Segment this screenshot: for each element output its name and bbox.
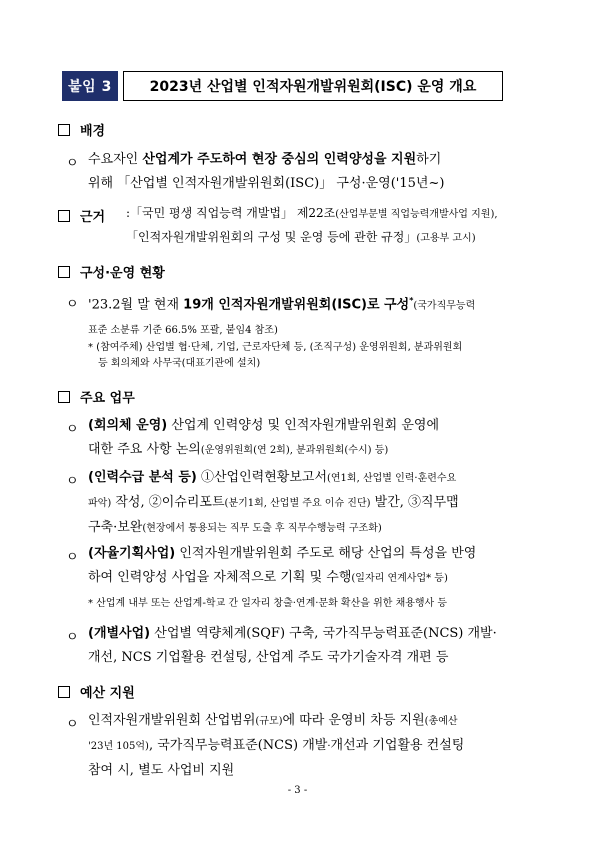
checkbox-square-icon bbox=[58, 391, 70, 403]
task-individual: (개별사업) 산업별 역량체계(SQF) 구축, 국가직무능력표준(NCS) 개발· 개선, NCS 기업활용 컨설팅, 산업계 주도 국가기술자격 개편 등 bbox=[88, 626, 497, 665]
section-heading: 예산 지원 bbox=[80, 686, 135, 701]
bullet-icon: ㅇ bbox=[66, 630, 79, 645]
page-title: 2023년 산업별 인적자원개발위원회(ISC) 운영 개요 bbox=[123, 71, 503, 101]
bullet-icon: ㅇ bbox=[66, 297, 79, 312]
section-heading: 주요 업무 bbox=[80, 391, 135, 406]
checkbox-square-icon bbox=[58, 210, 70, 222]
checkbox-square-icon bbox=[58, 686, 70, 698]
section-budget bbox=[58, 682, 135, 701]
section-heading: 근거 bbox=[80, 210, 106, 225]
task-self-planned: (자율기획사업) 인적자원개발위원회 주도로 해당 산업의 특성을 반영 하여 인력양성 사업을 자체적으로 기획 및 수행(일자리 연계사업* 등) bbox=[88, 546, 477, 585]
checkbox-square-icon bbox=[58, 124, 70, 136]
section-heading: 배경 bbox=[80, 124, 106, 139]
bullet-icon: ㅇ bbox=[66, 550, 79, 565]
section-status bbox=[58, 262, 165, 281]
task-note: * 산업계 내부 또는 산업계-학교 간 일자리 창출·연계·문화 확산을 위한 채용행사 등 bbox=[88, 598, 448, 609]
section-basis bbox=[58, 206, 105, 225]
page-number: - 3 - bbox=[287, 785, 308, 796]
attachment-badge: 붙임 3 bbox=[62, 71, 118, 101]
section-background bbox=[58, 120, 105, 139]
task-supply-analysis: (인력수급 분석 등) ①산업인력현황보고서(연1회, 산업별 인력·훈련수요 파악) 작성, ②이슈리포트(분기1회, 산업별 주요 이슈 진단) 발간, ③직무맵 구축·보완(현장에서 통용되는 직무 도출 후 직무수행능력 구조화) bbox=[88, 470, 459, 535]
background-paragraph: 수요자인 산업계가 주도하여 현장 중심의 인력양성을 지원하기 위해 「산업별 인적자원개발위원회(ISC)」 구성·운영('15년~) bbox=[88, 152, 445, 191]
checkbox-square-icon bbox=[58, 266, 70, 278]
bullet-icon: ㅇ bbox=[66, 474, 79, 489]
bullet-icon: ㅇ bbox=[66, 717, 79, 732]
budget-paragraph: 인적자원개발위원회 산업범위(규모)에 따라 운영비 차등 지원(총예산 '23년 105억), 국가직무능력표준(NCS) 개발·개선과 기업활용 컨설팅 참여 시, 별도 사업비 지원 bbox=[88, 713, 465, 778]
task-meeting: (회의체 운영) 산업계 인력양성 및 인적자원개발위원회 운영에 대한 주요 사항 논의(운영위원회(연 2회), 분과위원회(수시) 등) bbox=[88, 418, 440, 457]
basis-text: :「국민 평생 직업능력 개발법」 제22조(산업부문별 직업능력개발사업 지원), 「인적자원개발위원회의 구성 및 운영 등에 관한 규정」(고용부 고시) bbox=[126, 206, 498, 244]
section-heading: 구성·운영 현황 bbox=[80, 266, 165, 281]
title-bar bbox=[62, 71, 503, 101]
bullet-icon: ㅇ bbox=[66, 422, 79, 437]
status-note: * (참여주체) 산업별 협·단체, 기업, 근로자단체 등, (조직구성) 운영위원회, 분과위원회 등 회의체와 사무국(대표기관에 설치) bbox=[88, 342, 463, 369]
bullet-icon: ㅇ bbox=[66, 156, 79, 171]
status-paragraph: '23.2월 말 현재 19개 인적자원개발위원회(ISC)로 구성*(국가직무능력 표준 소분류 기준 66.5% 포괄, 붙임4 참조) bbox=[88, 296, 476, 337]
section-tasks bbox=[58, 387, 135, 406]
